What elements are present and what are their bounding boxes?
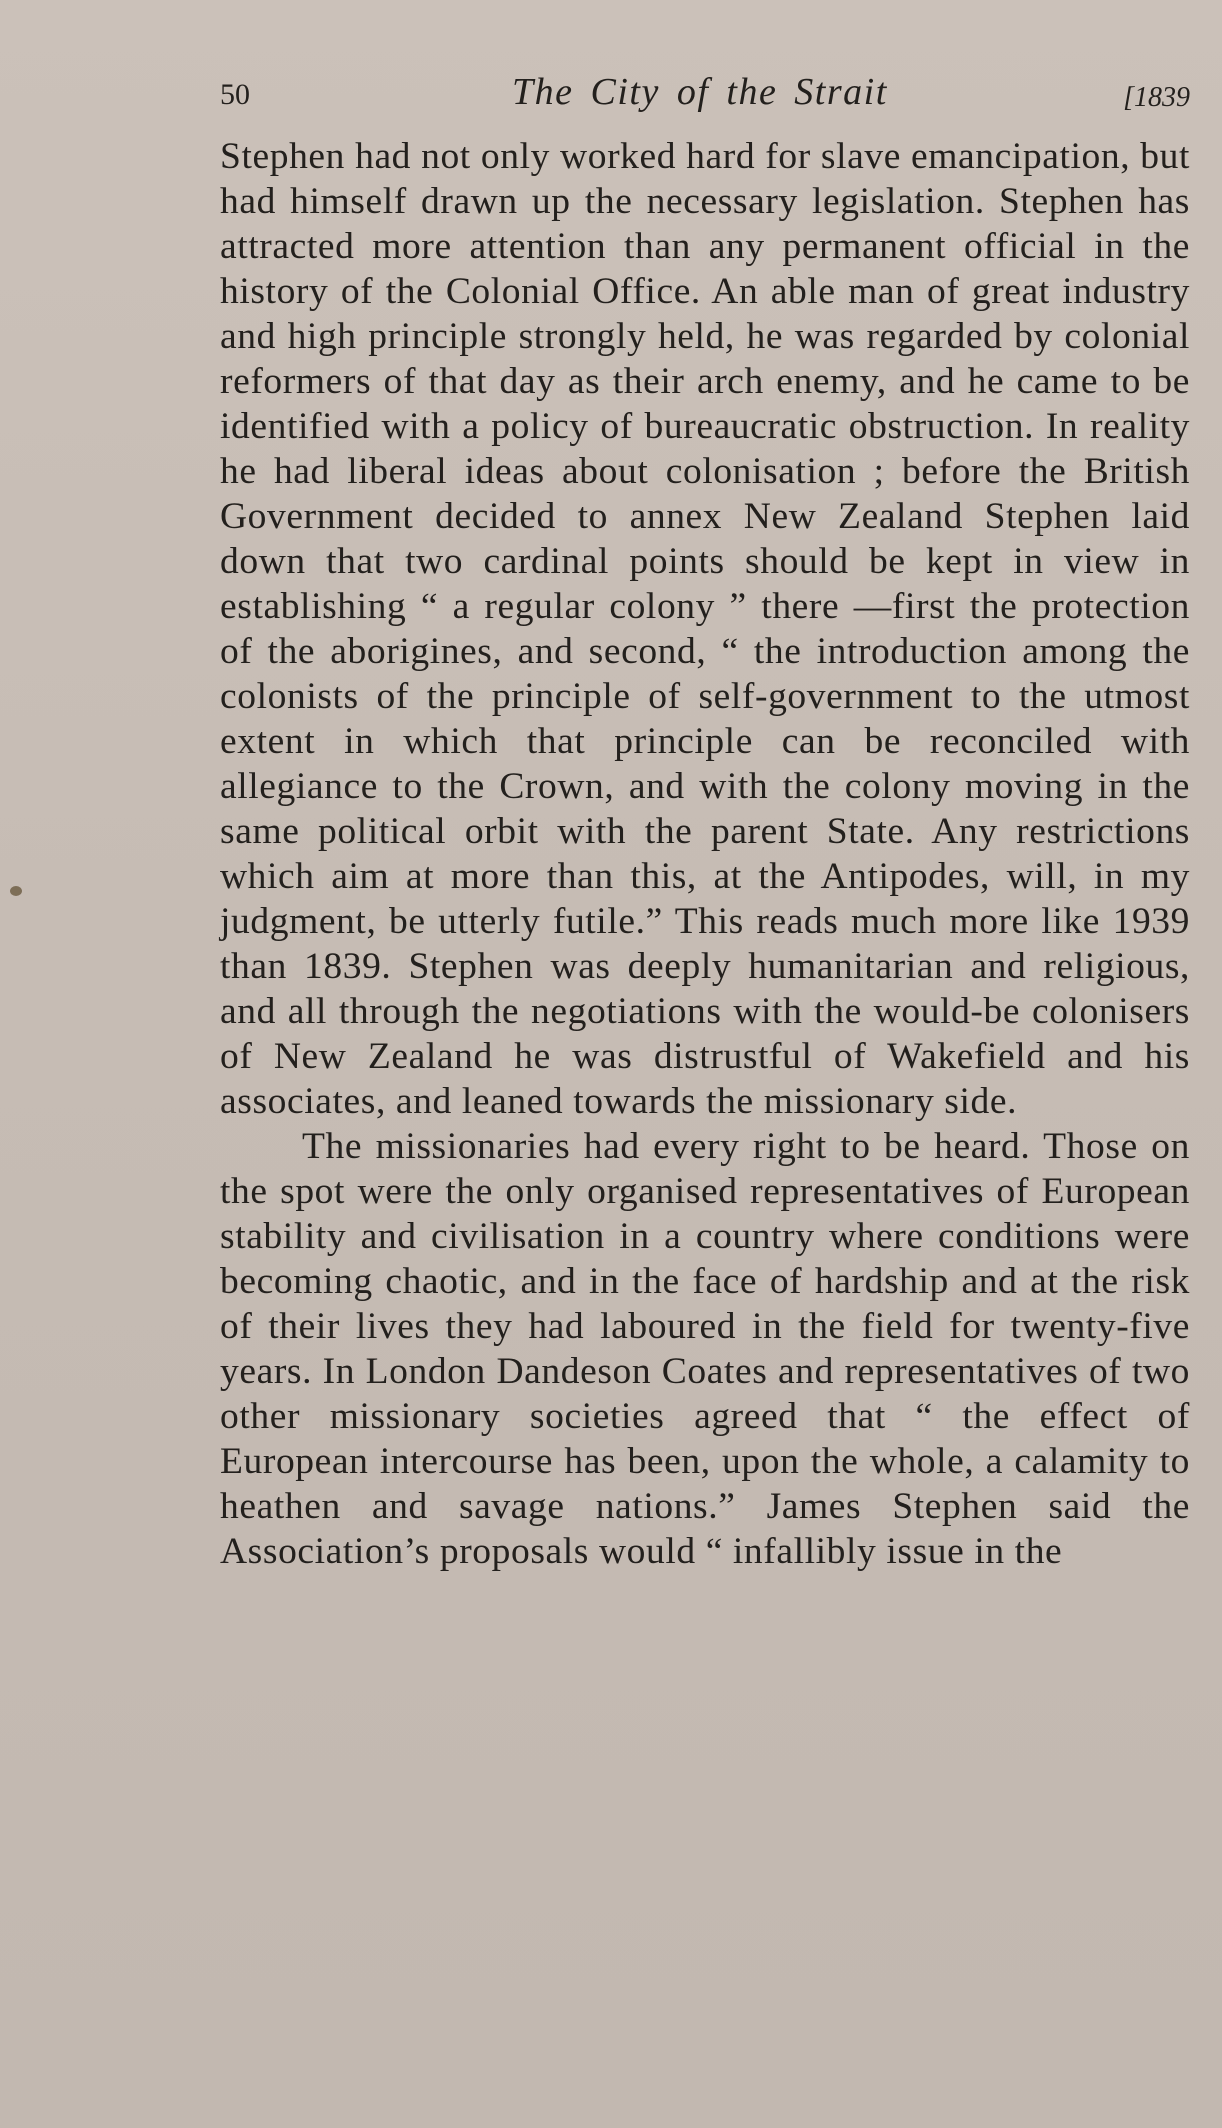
running-title: The City of the Strait — [512, 71, 888, 113]
running-year: [1839 — [1123, 82, 1190, 113]
paragraph-2: The missionaries had every right to be heard. Those on the spot were the only organised representatives of European stability and civilisation in a country where conditions were becoming chaotic, and in the face of hardship and at the risk of their lives they had laboured in the field for twenty-five years. In London Dandeson Coates and representatives of two other missionary societies agreed that “ the effect of European intercourse has been, upon the whole, a calamity to heathen and savage nations.” James Stephen said the Association’s proposals would “ infallibly issue in the — [220, 1126, 1190, 1572]
running-head — [220, 70, 1190, 130]
page-blemish — [10, 886, 22, 896]
body-text — [220, 134, 1190, 1574]
page-number: 50 — [220, 78, 250, 111]
paragraph-1: Stephen had not only worked hard for slave emancipation, but had himself drawn up the necessary legislation. Stephen has attracted more attention than any permanent official in the history of the Colonial Office. An able man of great industry and high principle strongly held, he was regarded by colonial reformers of that day as their arch enemy, and he came to be identified with a policy of bureaucratic obstruction. In reality he had liberal ideas about colonisation ; before the British Government decided to annex New Zealand Stephen laid down that two cardinal points should be kept in view in establishing “ a regular colony ” there —first the protection of the aborigines, and second, “ the introduction among the colonists of the principle of self-government to the utmost extent in which that principle can be reconciled with allegiance to the Crown, and with the colony moving in the same political orbit with the parent State. Any restrictions which aim at more than this, at the Antipodes, will, in my judgment, be utterly futile.” This reads much more like 1939 than 1839. Stephen was deeply humanitarian and religious, and all through the negotiations with the would-be colonisers of New Zealand he was distrustful of Wakefield and his associates, and leaned towards the missionary side. — [220, 136, 1190, 1122]
